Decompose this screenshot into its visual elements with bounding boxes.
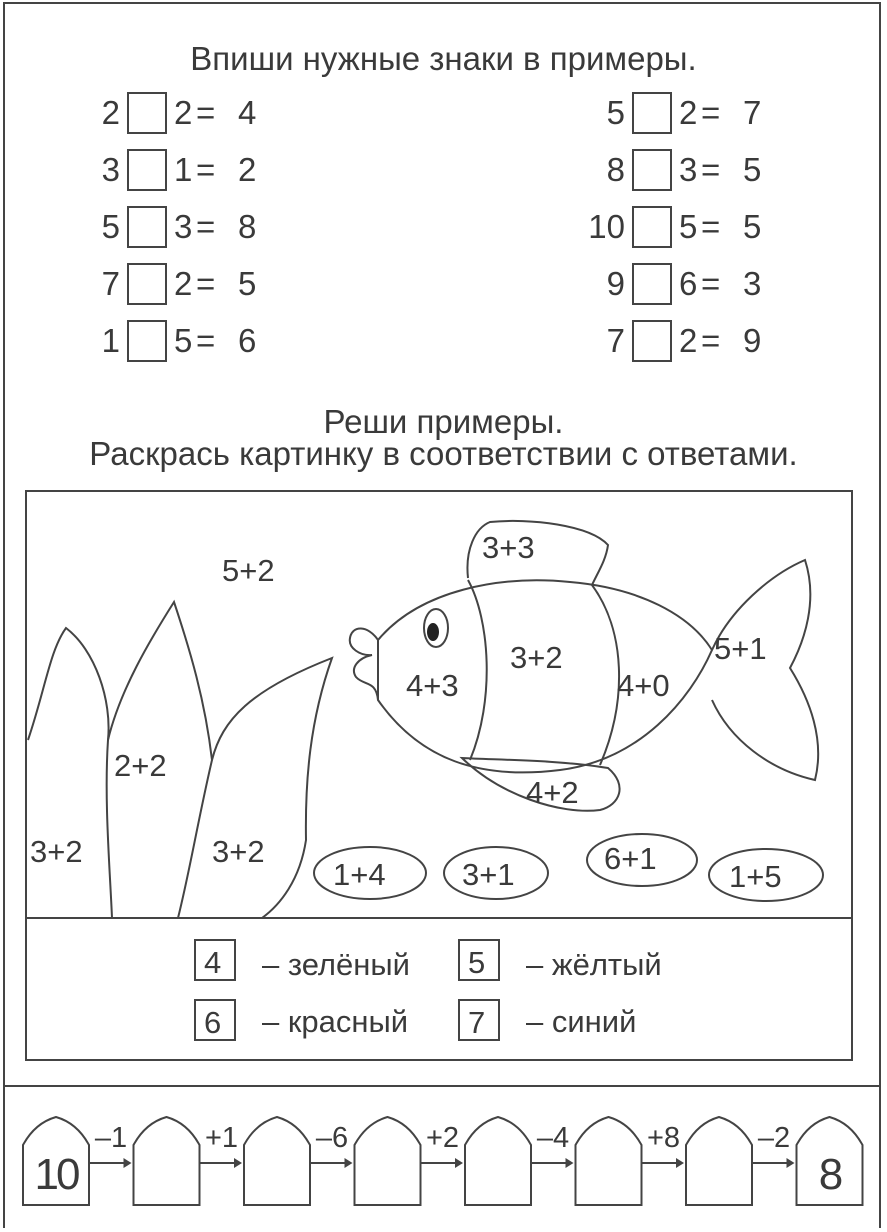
grass-blade-right [212,658,332,918]
operand-a: 7 [101,265,120,302]
result: 7 [743,94,762,131]
number-chain [23,1117,863,1205]
chain-arrowhead-4 [455,1158,463,1168]
operand-b: 2 [174,94,193,131]
chain-cell-5[interactable] [465,1117,531,1205]
legend-color-4: – синий [526,1004,637,1039]
operand-a: 7 [606,322,625,359]
result: 6 [238,322,257,359]
fish-line-middle [592,585,619,765]
operand-a: 10 [588,208,625,245]
task2-title-line1: Реши примеры. [323,403,564,440]
grass-middle-label: 2+2 [114,748,167,783]
chain-operation-7: –2 [757,1122,791,1154]
chain-operation-4: +2 [425,1122,460,1154]
sky-example-label: 5+2 [222,553,275,588]
operand-b: 3 [174,208,193,245]
equals-sign: = [196,265,216,302]
fish-middle-label: 3+2 [510,640,563,675]
legend-number-3: 6 [204,1005,222,1040]
fish-back-label: 4+0 [617,668,670,703]
fish-lips [350,628,378,700]
legend-number-1: 4 [204,945,222,980]
grass-left-label: 3+2 [30,834,83,869]
chain-operation-3: –6 [315,1122,349,1154]
equals-sign: = [701,151,721,188]
chain-operation-5: –4 [536,1122,570,1154]
legend-color-3: – красный [262,1004,409,1039]
operand-a: 3 [101,151,120,188]
legend-number-4: 7 [468,1005,486,1040]
result: 8 [238,208,257,245]
legend-color-1: – зелёный [262,947,410,982]
operand-a: 2 [101,94,120,131]
operand-b: 5 [679,208,698,245]
result: 4 [238,94,257,131]
legend-color-2: – жёлтый [526,947,662,982]
operand-a: 9 [606,265,625,302]
equals-sign: = [196,322,216,359]
result: 9 [743,322,762,359]
operand-a: 5 [101,208,120,245]
chain-arrowhead-5 [566,1158,574,1168]
chain-operation-6: +8 [646,1122,681,1154]
result: 2 [238,151,257,188]
operand-a: 5 [606,94,625,131]
equals-sign: = [196,94,216,131]
task1-title: Впиши нужные знаки в примеры. [190,40,697,77]
result: 5 [743,208,762,245]
operand-b: 3 [679,151,698,188]
chain-cell-7[interactable] [686,1117,752,1205]
fish-tail-shape [712,560,818,780]
operand-b: 6 [679,265,698,302]
pebble-1-label: 1+4 [333,857,386,892]
chain-arrowhead-1 [124,1158,132,1168]
equals-sign: = [196,151,216,188]
chain-operation-1: –1 [94,1122,128,1154]
equals-sign: = [701,94,721,131]
operand-a: 8 [606,151,625,188]
pebble-4-label: 1+5 [729,859,782,894]
operand-b: 2 [174,265,193,302]
equals-sign: = [701,265,721,302]
fish-line-head [468,580,487,760]
chain-cell-3[interactable] [244,1117,310,1205]
chain-arrowhead-6 [676,1158,684,1168]
result: 5 [238,265,257,302]
operand-b: 2 [679,94,698,131]
chain-arrowhead-7 [787,1158,795,1168]
equals-sign: = [701,322,721,359]
chain-cell-4[interactable] [355,1117,421,1205]
grass-blade-left [28,628,112,918]
chain-end-number: 8 [818,1150,841,1199]
fin-bottom-label: 4+2 [526,775,579,810]
fin-top-label: 3+3 [482,530,535,565]
pebble-2-label: 3+1 [462,857,515,892]
fish-tail-label: 5+1 [714,631,767,666]
task2-title-line2: Раскрась картинку в соответствии с ответами. [89,435,798,472]
fish-pupil [427,623,439,641]
legend-number-2: 5 [468,945,486,980]
chain-start-number: 10 [34,1150,78,1199]
operand-b: 5 [174,322,193,359]
equals-sign: = [701,208,721,245]
fish-head-label: 4+3 [406,668,459,703]
result: 5 [743,151,762,188]
chain-cell-6[interactable] [576,1117,642,1205]
operand-b: 1 [174,151,193,188]
operand-a: 1 [101,322,120,359]
operand-b: 2 [679,322,698,359]
result: 3 [743,265,762,302]
chain-operation-2: +1 [204,1122,239,1154]
equals-sign: = [196,208,216,245]
chain-arrowhead-3 [345,1158,353,1168]
grass-right-label: 3+2 [212,834,265,869]
chain-arrowhead-2 [234,1158,242,1168]
chain-cell-2[interactable] [134,1117,200,1205]
pebble-3-label: 6+1 [604,841,657,876]
